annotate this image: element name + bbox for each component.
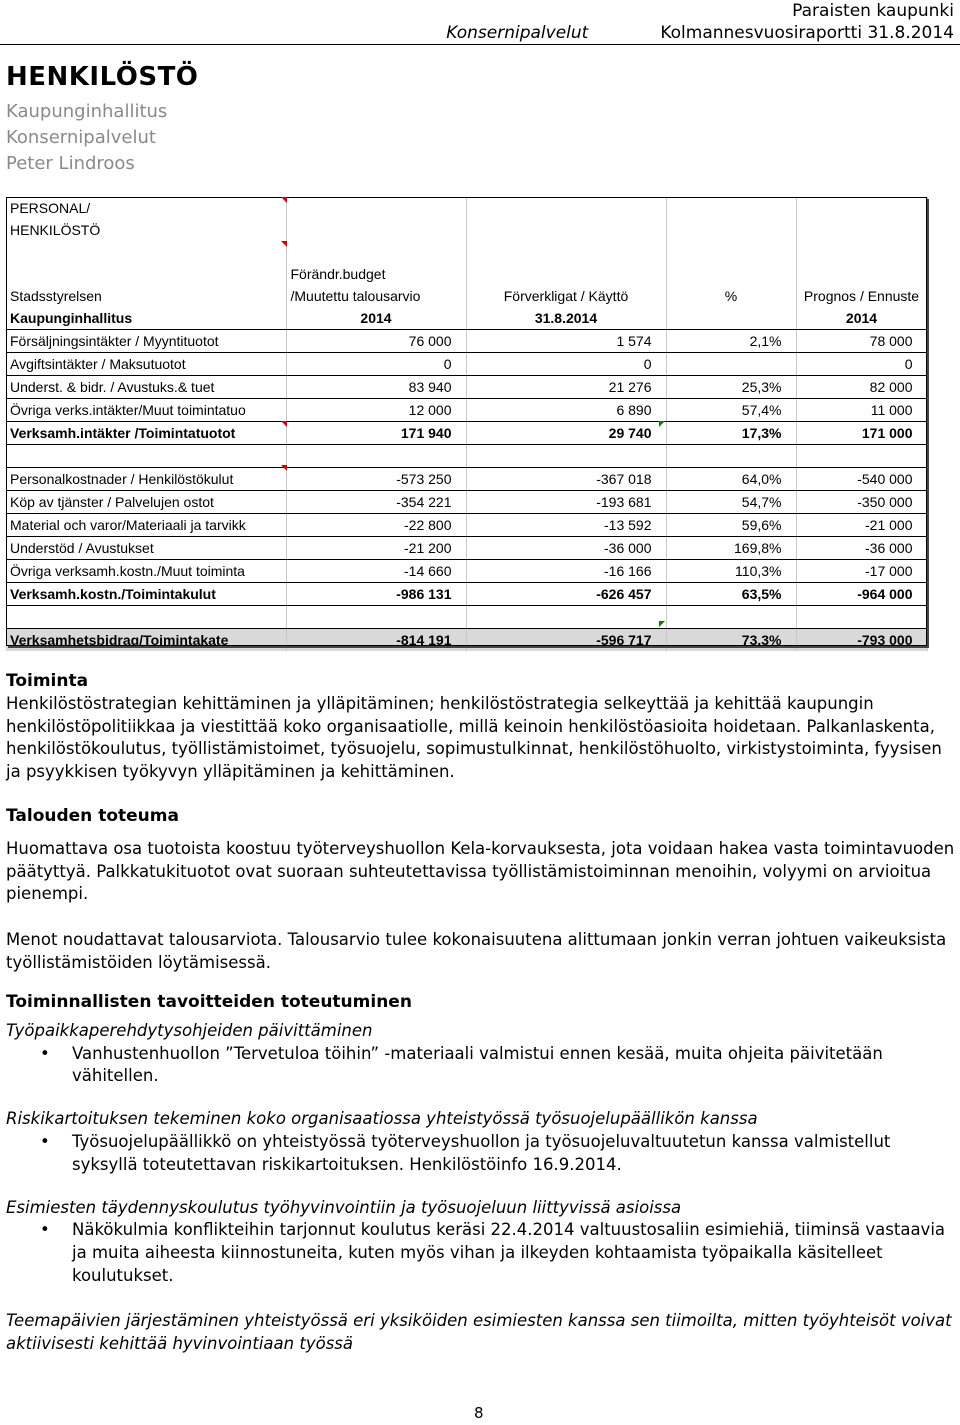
comment-marker-icon	[281, 465, 287, 471]
row-pct: 169,8%	[666, 537, 796, 560]
row-pct: 2,1%	[666, 330, 796, 353]
table-row	[6, 376, 927, 399]
row-actual: -193 681	[466, 491, 666, 514]
row-budget: -14 660	[286, 560, 466, 583]
page-header	[446, 0, 954, 44]
row-pct: 110,3%	[666, 560, 796, 583]
table-row	[6, 353, 927, 376]
header-budget-line2: /Muutettu talousarvio	[286, 285, 466, 307]
row-label: Personalkostnader / Henkilöstökulut	[6, 468, 286, 491]
row-budget: -354 221	[286, 491, 466, 514]
row-actual: -36 000	[466, 537, 666, 560]
financial-table	[6, 197, 928, 651]
list-item: • Vanhustenhuollon ”Tervetuloa töihin” -materiaali valmistui ennen kesää, muita ohjeita päivitetään vähitellen.	[72, 1043, 956, 1089]
goal-title: Työpaikkaperehdytysohjeiden päivittäminen	[6, 1020, 373, 1040]
page-number: 8	[474, 1404, 484, 1422]
table-name-line1: PERSONAL/	[6, 197, 286, 219]
row-label: Verksamh.intäkter /Toimintatuotot	[6, 422, 286, 445]
table-row	[6, 514, 927, 537]
header-actual-date: 31.8.2014	[466, 307, 666, 330]
row-forecast: -17 000	[796, 560, 927, 583]
section-talous	[6, 805, 956, 975]
table-row-total	[6, 422, 927, 445]
header-forecast-line1: Prognos / Ennuste	[796, 285, 927, 307]
row-label: Avgiftsintäkter / Maksutuotot	[6, 353, 286, 376]
table-row	[6, 560, 927, 583]
table-row	[6, 537, 927, 560]
row-pct: 64,0%	[666, 468, 796, 491]
subtitle-board: Kaupunginhallitus	[6, 101, 168, 122]
row-actual: 29 740	[466, 422, 666, 445]
row-budget: -22 800	[286, 514, 466, 537]
header-divider	[0, 44, 960, 45]
row-label: Övriga verksamh.kostn./Muut toiminta	[6, 560, 286, 583]
row-actual: -626 457	[466, 583, 666, 606]
list-item: • Näkökulmia konflikteihin tarjonnut koulutus keräsi 22.4.2014 valtuustosaliin esimiehiä, tiiminsä vastaavia ja muita aiheesta kiinnostuneita, kuten myös vihan ja ilkeyden kohtaamista työpaikalla käsitelleet koulutukset.	[72, 1219, 956, 1287]
row-pct: 59,6%	[666, 514, 796, 537]
row-actual: 1 574	[466, 330, 666, 353]
row-label: Verksamh.kostn./Toimintakulut	[6, 583, 286, 606]
page-title: HENKILÖSTÖ	[6, 62, 199, 92]
row-actual: 6 890	[466, 399, 666, 422]
header-org-line2: Kaupunginhallitus	[6, 307, 286, 330]
row-forecast: 171 000	[796, 422, 927, 445]
error-marker-icon	[659, 421, 665, 427]
table-row	[6, 491, 927, 514]
row-budget: -814 191	[286, 629, 466, 652]
list-item: • Työsuojelupäällikkö on yhteistyössä työterveyshuollon ja työsuojeluvaltuutetun kanssa valmistellut syksyllä toteutettavan riskikartoituksen. Henkilöstöinfo 16.9.2014.	[72, 1131, 956, 1177]
row-label: Underst. & bidr. / Avustuks.& tuet	[6, 376, 286, 399]
table-name-line2: HENKILÖSTÖ	[6, 219, 286, 241]
row-forecast: -964 000	[796, 583, 927, 606]
goal-bullets	[6, 1219, 956, 1287]
comment-marker-icon	[281, 241, 287, 247]
header-org: Paraisten kaupunki	[792, 1, 954, 21]
section-toiminta	[6, 670, 956, 784]
row-budget: 76 000	[286, 330, 466, 353]
goal-bullets	[6, 1131, 956, 1177]
section-heading: Toiminnallisten tavoitteiden toteutuminen	[6, 992, 412, 1012]
row-forecast: -350 000	[796, 491, 927, 514]
table-row-total	[6, 583, 927, 606]
section-paragraph: Menot noudattavat talousarviota. Talousarvio tulee kokonaisuutena alittumaan jonkin verran johtuen vaikeuksista työllistämistöiden löytämisessä.	[6, 930, 947, 972]
row-budget: 12 000	[286, 399, 466, 422]
row-budget: -573 250	[286, 468, 466, 491]
row-forecast: 78 000	[796, 330, 927, 353]
row-pct: 57,4%	[666, 399, 796, 422]
row-pct: 54,7%	[666, 491, 796, 514]
row-forecast: -540 000	[796, 468, 927, 491]
row-label: Verksamhetsbidrag/Toimintakate	[6, 629, 286, 652]
section-paragraph: Huomattava osa tuotoista koostuu työterveyshuollon Kela-korvauksesta, jota voidaan hakea vasta toimintavuoden päätyttyä. Palkkatukituotot ovat suoraan suhteutettavissa työllistämistoiminnan menoihin, volyymi on arvioitua pienempi.	[6, 838, 955, 904]
header-budget-line1: Förändr.budget	[286, 263, 466, 285]
row-actual: -13 592	[466, 514, 666, 537]
section-heading: Toiminta	[6, 671, 89, 691]
row-label: Övriga verks.intäkter/Muut toimintatuo	[6, 399, 286, 422]
error-marker-icon	[659, 621, 665, 627]
section-paragraph: Henkilöstöstrategian kehittäminen ja ylläpitäminen; henkilöstöstrategia selkeyttää ja kehittää kaupungin henkilöstöpolitiikkaa ja viestittää koko organisaatiolle, millä keinoin henkilöstöasioita hoidetaan. Palkanlaskenta, henkilöstökoulutus, työllistämistoimet, työsuojelu, sopimustulkinnat, henkilöstöhuolto, virkistystoiminta, fyysisen ja psyykkisen työkyvyn ylläpitäminen ja kehittäminen.	[6, 693, 942, 782]
row-budget: 83 940	[286, 376, 466, 399]
row-forecast: 82 000	[796, 376, 927, 399]
table-row	[6, 468, 927, 491]
row-label: Försäljningsintäkter / Myyntituotot	[6, 330, 286, 353]
header-actual-line1: Förverkligat / Käyttö	[466, 285, 666, 307]
header-report: Kolmannesvuosiraportti 31.8.2014	[660, 23, 954, 43]
row-budget: -21 200	[286, 537, 466, 560]
header-budget-year: 2014	[286, 307, 466, 330]
section-tavoitteet	[6, 991, 956, 1355]
goal-title: Riskikartoituksen tekeminen koko organisaatiossa yhteistyössä työsuojelupäällikön kanssa	[6, 1109, 758, 1129]
row-forecast: 0	[796, 353, 927, 376]
row-actual: -367 018	[466, 468, 666, 491]
row-label: Material och varor/Materiaali ja tarvikk	[6, 514, 286, 537]
comment-marker-icon	[281, 421, 287, 427]
goal-title: Teemapäivien järjestäminen yhteistyössä eri yksiköiden esimiesten kanssa sen tiimoilta, mitten työyhteisöt voivat aktiivisesti kehittää hyvinvointiaan työssä	[6, 1310, 952, 1353]
row-budget: 0	[286, 353, 466, 376]
row-label: Understöd / Avustukset	[6, 537, 286, 560]
table-row	[6, 399, 927, 422]
row-actual: 21 276	[466, 376, 666, 399]
goal-bullets	[6, 1043, 956, 1089]
row-forecast: -793 000	[796, 629, 927, 652]
comment-marker-icon	[281, 197, 287, 203]
subtitle-department: Konsernipalvelut	[6, 127, 156, 148]
row-forecast: -36 000	[796, 537, 927, 560]
row-actual: -16 166	[466, 560, 666, 583]
row-actual: -596 717	[466, 629, 666, 652]
header-forecast-year: 2014	[796, 307, 927, 330]
table-row-grand-total	[6, 629, 927, 652]
header-pct: %	[666, 285, 796, 307]
row-forecast: -21 000	[796, 514, 927, 537]
row-label: Köp av tjänster / Palvelujen ostot	[6, 491, 286, 514]
subtitle-person: Peter Lindroos	[6, 153, 135, 174]
table-row	[6, 330, 927, 353]
row-pct: 73,3%	[666, 629, 796, 652]
row-pct: 17,3%	[666, 422, 796, 445]
header-org-line1: Stadsstyrelsen	[6, 285, 286, 307]
row-forecast: 11 000	[796, 399, 927, 422]
section-heading: Talouden toteuma	[6, 806, 179, 826]
header-dept: Konsernipalvelut	[446, 23, 589, 43]
goal-title: Esimiesten täydennyskoulutus työhyvinvointiin ja työsuojeluun liittyvissä asioissa	[6, 1197, 682, 1217]
row-budget: -986 131	[286, 583, 466, 606]
row-actual: 0	[466, 353, 666, 376]
row-pct: 25,3%	[666, 376, 796, 399]
row-pct: 63,5%	[666, 583, 796, 606]
row-budget: 171 940	[286, 422, 466, 445]
row-pct	[666, 353, 796, 376]
